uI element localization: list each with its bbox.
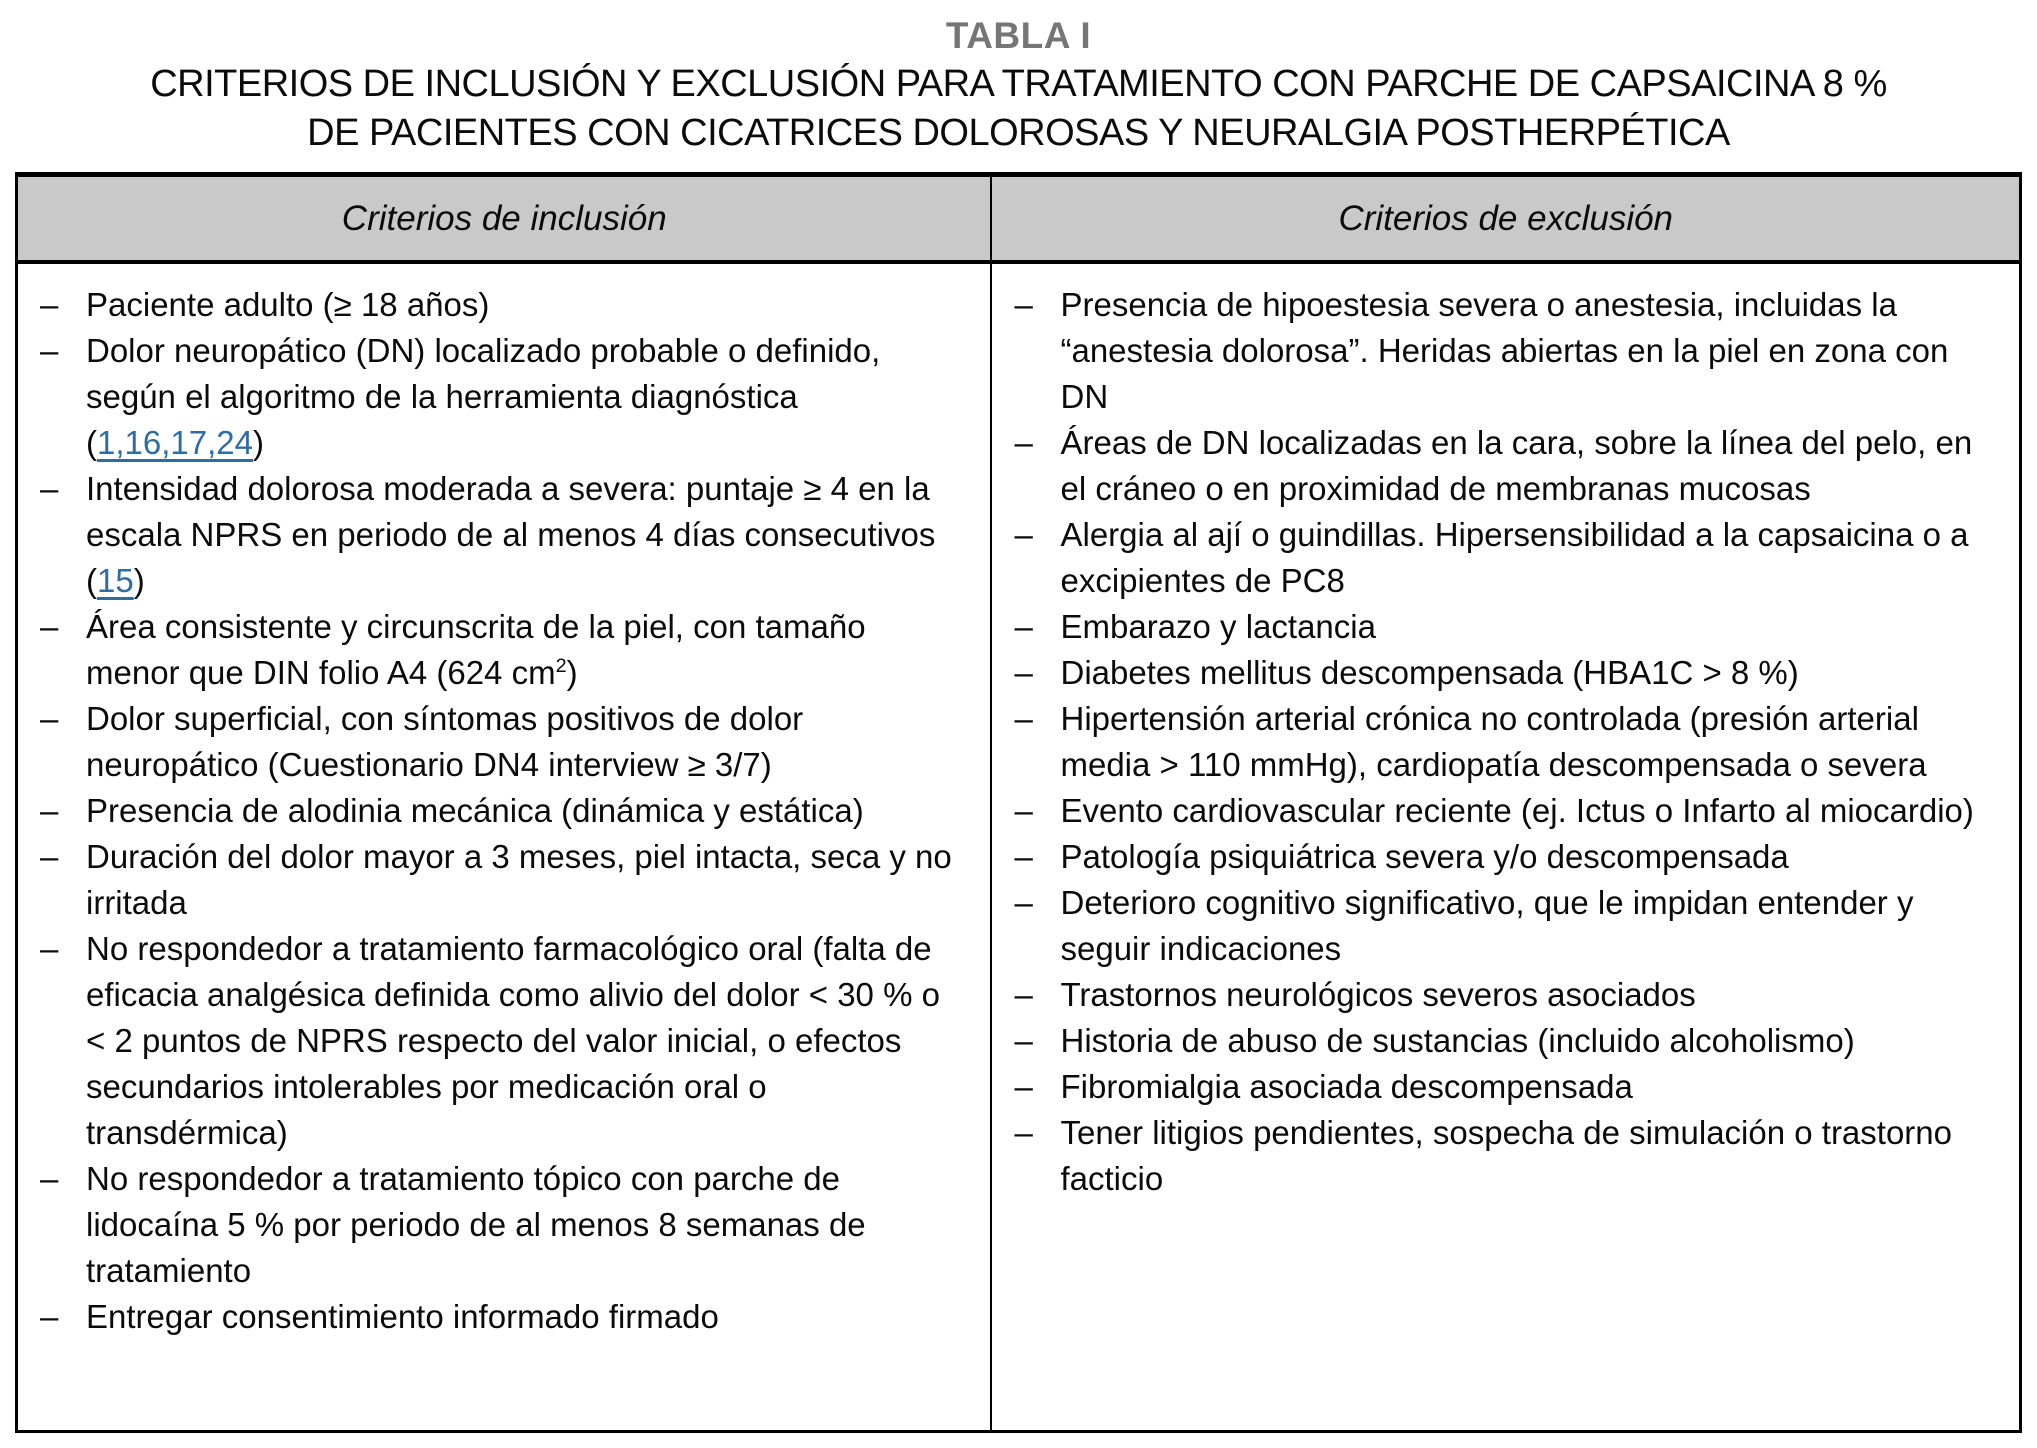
text-segment: ) bbox=[133, 562, 145, 599]
criteria-item bbox=[1014, 1064, 1994, 1110]
bullet-dash: – bbox=[40, 1298, 59, 1335]
criteria-item bbox=[1014, 512, 1994, 604]
table-body-row bbox=[18, 264, 2019, 1430]
caption-line-1: CRITERIOS DE INCLUSIÓN Y EXCLUSIÓN PARA TRATAMIENTO CON PARCHE DE CAPSAICINA 8 % bbox=[150, 63, 1887, 105]
bullet-dash: – bbox=[40, 792, 59, 829]
bullet-dash: – bbox=[1014, 792, 1033, 829]
bullet-dash: – bbox=[1014, 1022, 1033, 1059]
text-segment: Dolor neuropático (DN) localizado probable o definido, según el algoritmo de la herramienta diagnóstica ( bbox=[86, 332, 881, 461]
column-exclusion-body bbox=[992, 264, 2019, 1430]
bullet-dash: – bbox=[1014, 1068, 1033, 1105]
table-caption bbox=[40, 12, 1997, 158]
bullet-dash: – bbox=[1014, 884, 1033, 921]
criteria-item bbox=[40, 788, 965, 834]
bullet-dash: – bbox=[1014, 424, 1033, 461]
text-segment: Alergia al ají o guindillas. Hipersensibilidad a la capsaicina o a excipientes de PC8 bbox=[1060, 516, 1969, 599]
text-segment: Tener litigios pendientes, sospecha de simulación o trastorno facticio bbox=[1060, 1114, 1952, 1197]
criteria-item bbox=[40, 328, 965, 466]
header-cell-exclusion: Criterios de exclusión bbox=[1338, 198, 1674, 238]
text-segment: Áreas de DN localizadas en la cara, sobre la línea del pelo, en el cráneo o en proximidad de membranas mucosas bbox=[1060, 424, 1973, 507]
bullet-dash: – bbox=[1014, 286, 1033, 323]
column-inclusion-body bbox=[18, 264, 992, 1430]
text-segment: Duración del dolor mayor a 3 meses, piel intacta, seca y no irritada bbox=[86, 838, 952, 921]
bullet-dash: – bbox=[1014, 654, 1033, 691]
bullet-dash: – bbox=[1014, 516, 1033, 553]
text-segment: Trastornos neurológicos severos asociados bbox=[1060, 976, 1696, 1013]
bullet-dash: – bbox=[1014, 838, 1033, 875]
bullet-dash: – bbox=[40, 332, 59, 369]
text-segment: Historia de abuso de sustancias (incluido alcoholismo) bbox=[1060, 1022, 1855, 1059]
caption-line-2: DE PACIENTES CON CICATRICES DOLOROSAS Y NEURALGIA POSTHERPÉTICA bbox=[307, 112, 1730, 154]
text-segment: Deterioro cognitivo significativo, que le impidan entender y seguir indicaciones bbox=[1060, 884, 1914, 967]
citation-link[interactable]: 15 bbox=[97, 562, 134, 599]
citation-link[interactable]: 1,16,17,24 bbox=[97, 424, 253, 461]
criteria-item bbox=[1014, 834, 1994, 880]
text-segment: Dolor superficial, con síntomas positivos de dolor neuropático (Cuestionario DN4 interview ≥ 3/7) bbox=[86, 700, 804, 783]
bullet-dash: – bbox=[1014, 1114, 1033, 1151]
text-segment: No respondedor a tratamiento tópico con parche de lidocaína 5 % por periodo de al menos 8 semanas de tratamiento bbox=[86, 1160, 866, 1289]
criteria-item bbox=[40, 466, 965, 604]
bullet-dash: – bbox=[40, 286, 59, 323]
text-segment: Hipertensión arterial crónica no controlada (presión arterial media > 110 mmHg), cardiopatía descompensada o severa bbox=[1060, 700, 1927, 783]
text-segment: Presencia de hipoestesia severa o anestesia, incluidas la “anestesia dolorosa”. Heridas abiertas en la piel en zona con DN bbox=[1060, 286, 1949, 415]
criteria-item bbox=[1014, 880, 1994, 972]
text-segment: ) bbox=[252, 424, 264, 461]
criteria-item bbox=[1014, 972, 1994, 1018]
criteria-item bbox=[1014, 650, 1994, 696]
bullet-dash: – bbox=[1014, 700, 1033, 737]
criteria-table bbox=[15, 172, 2022, 1433]
criteria-item bbox=[1014, 282, 1994, 420]
table-number-label: TABLA I bbox=[945, 15, 1092, 56]
criteria-item bbox=[1014, 1018, 1994, 1064]
text-segment: Intensidad dolorosa moderada a severa: puntaje ≥ 4 en la escala NPRS en periodo de al menos 4 días consecutivos ( bbox=[86, 470, 936, 599]
text-segment: ) bbox=[566, 654, 578, 691]
text-segment: Presencia de alodinia mecánica (dinámica y estática) bbox=[86, 792, 864, 829]
bullet-dash: – bbox=[1014, 976, 1033, 1013]
criteria-item bbox=[40, 926, 965, 1156]
text-segment: Patología psiquiátrica severa y/o descompensada bbox=[1060, 838, 1789, 875]
bullet-dash: – bbox=[40, 470, 59, 507]
criteria-item bbox=[1014, 420, 1994, 512]
bullet-dash: – bbox=[40, 700, 59, 737]
criteria-item bbox=[1014, 1110, 1994, 1202]
criteria-item bbox=[40, 604, 965, 696]
text-segment: Embarazo y lactancia bbox=[1060, 608, 1376, 645]
text-segment: Diabetes mellitus descompensada (HBA1C > 8 %) bbox=[1060, 654, 1799, 691]
table-header-row bbox=[18, 177, 2019, 264]
criteria-item bbox=[40, 1294, 965, 1340]
bullet-dash: – bbox=[1014, 608, 1033, 645]
text-segment: Fibromialgia asociada descompensada bbox=[1060, 1068, 1633, 1105]
bullet-dash: – bbox=[40, 608, 59, 645]
criteria-item bbox=[1014, 604, 1994, 650]
header-cell-inclusion: Criterios de inclusión bbox=[18, 177, 992, 260]
text-segment: Entregar consentimiento informado firmado bbox=[86, 1298, 719, 1335]
bullet-dash: – bbox=[40, 838, 59, 875]
criteria-item bbox=[1014, 696, 1994, 788]
bullet-dash: – bbox=[40, 1160, 59, 1197]
criteria-item bbox=[40, 282, 965, 328]
criteria-item bbox=[1014, 788, 1994, 834]
criteria-item bbox=[40, 1156, 965, 1294]
text-segment: Área consistente y circunscrita de la piel, con tamaño menor que DIN folio A4 (624 cm bbox=[86, 608, 866, 691]
criteria-item bbox=[40, 834, 965, 926]
text-segment: No respondedor a tratamiento farmacológico oral (falta de eficacia analgésica definida como alivio del dolor < 30 % o < 2 puntos de NPRS respecto del valor inicial, o efectos secundarios intolerables por medicación oral o transdérmica) bbox=[86, 930, 940, 1151]
bullet-dash: – bbox=[40, 930, 59, 967]
superscript: 2 bbox=[555, 655, 567, 677]
text-segment: Evento cardiovascular reciente (ej. Ictus o Infarto al miocardio) bbox=[1060, 792, 1974, 829]
criteria-item bbox=[40, 696, 965, 788]
text-segment: Paciente adulto (≥ 18 años) bbox=[86, 286, 490, 323]
